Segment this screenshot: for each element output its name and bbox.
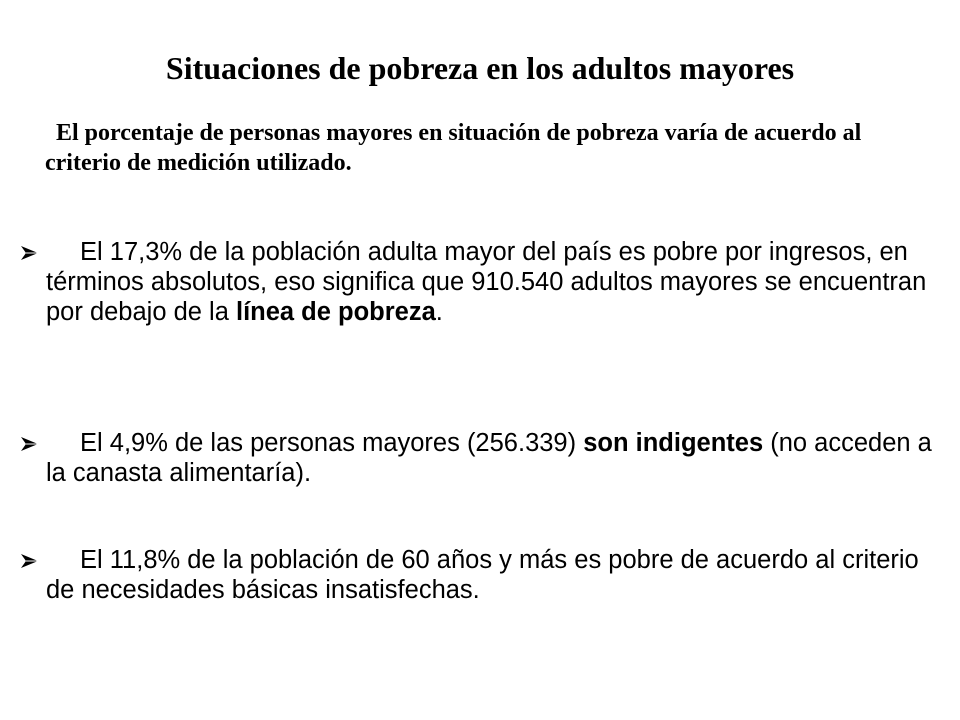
bullet-text: El 17,3% de la población adulta mayor del país es pobre por ingresos, en términos absolutos, eso significa que 910.540 adultos mayores se encuentran por debajo de la <box>46 238 927 326</box>
bullet-emphasis: línea de pobreza <box>235 298 436 326</box>
bullet-text: El 4,9% de las personas mayores (256.339) <box>80 429 584 457</box>
arrow-bullet-icon <box>18 237 44 267</box>
bullet-text-end: (no acceden a la canasta alimentaría). <box>46 429 932 487</box>
intro-paragraph: El porcentaje de personas mayores en situación de pobreza varía de acuerdo al criterio de medición utilizado. <box>45 120 862 176</box>
bullet-text-end: . <box>435 298 443 326</box>
bullet-emphasis: son indigentes <box>583 429 764 457</box>
page-title: Situaciones de pobreza en los adultos mayores <box>165 50 795 86</box>
bullet-text: El 11,8% de la población de 60 años y más es pobre de acuerdo al criterio de necesidades básicas insatisfechas. <box>46 546 919 604</box>
bullet-item-poverty-income <box>18 237 943 327</box>
arrow-bullet-icon <box>18 428 44 458</box>
arrow-bullet-icon <box>18 545 44 575</box>
bullet-item-unmet-needs <box>18 545 943 605</box>
bullet-item-indigence <box>18 428 943 488</box>
